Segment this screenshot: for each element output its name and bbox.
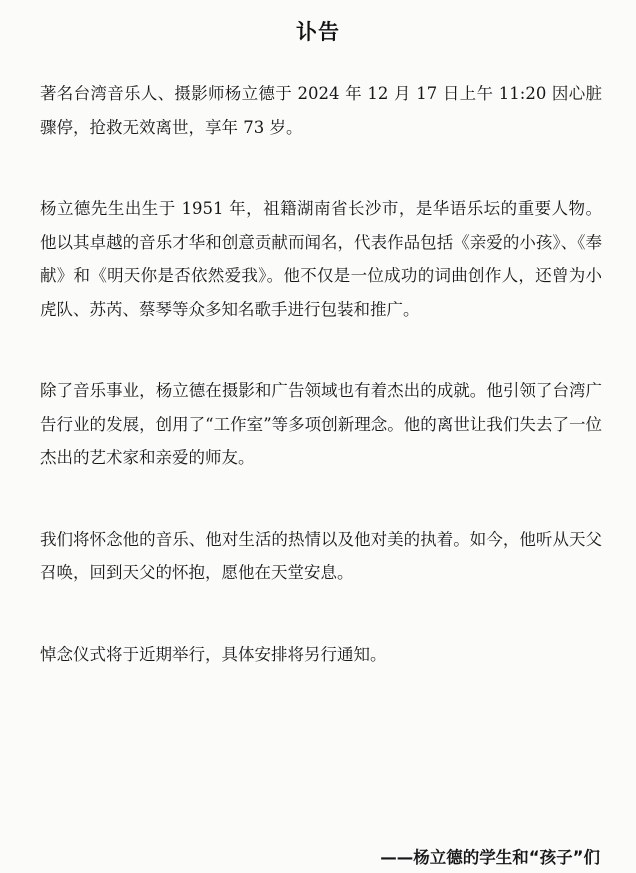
paragraph-announcement: 著名台湾音乐人、摄影师杨立德于 2024 年 12 月 17 日上午 11:20 因心脏骤停，抢救无效离世，享年 73 岁。	[40, 84, 602, 137]
paragraph-achievements: 除了音乐事业，杨立德在摄影和广告领域也有着杰出的成就。他引领了台湾广告行业的发展，创用了“工作室”等多项创新理念。他的离世让我们失去了一位杰出的艺术家和亲爱的师友。	[40, 381, 602, 467]
document-title: 讣告	[296, 20, 340, 44]
paragraph-biography: 杨立德先生出生于 1951 年，祖籍湖南省长沙市，是华语乐坛的重要人物。他以其卓越的音乐才华和创意贡献而闻名，代表作品包括《亲爱的小孩》、《奉献》和《明天你是否依然爱我》。他不仅是一位成功的词曲创作人，还曾为小虎队、苏芮、蔡琴等众多知名歌手进行包装和推广。	[40, 199, 602, 319]
signature: ——杨立德的学生和“孩子”们	[380, 848, 600, 867]
document-body	[40, 77, 602, 671]
paragraph-memorial-notice: 悼念仪式将于近期举行，具体安排将另行通知。	[40, 644, 387, 664]
paragraph-remembrance: 我们将怀念他的音乐、他对生活的热情以及他对美的执着。如今，他听从天父召唤，回到天父的怀抱，愿他在天堂安息。	[40, 529, 602, 582]
